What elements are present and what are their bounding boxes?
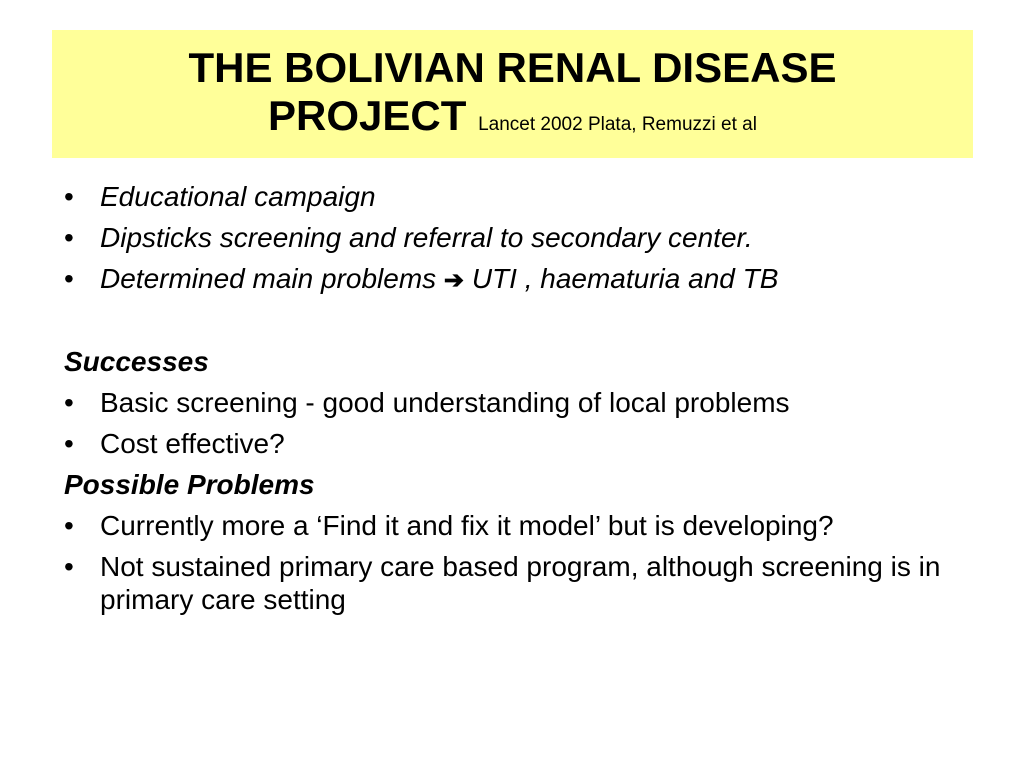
bullet-icon: • xyxy=(64,387,74,418)
slide-title-project: PROJECT xyxy=(268,92,467,139)
list-item xyxy=(64,180,984,213)
list-item xyxy=(64,386,984,419)
list-item-text: Cost effective? xyxy=(100,428,285,459)
slide-title-line-2 xyxy=(52,92,973,149)
list-item xyxy=(64,550,960,616)
list-item-text xyxy=(100,263,778,294)
bullet-icon: • xyxy=(64,551,74,582)
main-problems-list: UTI , haematuria and TB xyxy=(471,263,779,294)
list-item-text: Basic screening - good understanding of local problems xyxy=(100,387,790,418)
list-item-text: Educational campaign xyxy=(100,181,376,212)
list-item-text: Not sustained primary care based program, although screening is in primary care setting xyxy=(100,551,941,615)
main-problems-label: Determined main problems xyxy=(100,263,437,294)
list-item-text: Currently more a ‘Find it and fix it model’ but is developing? xyxy=(100,510,834,541)
slide-title-line-1: THE BOLIVIAN RENAL DISEASE xyxy=(188,44,837,91)
bullet-icon: • xyxy=(64,181,74,212)
bullet-icon: • xyxy=(64,428,74,459)
list-item xyxy=(64,262,984,297)
bullet-icon: • xyxy=(64,222,74,253)
title-citation: Lancet 2002 Plata, Remuzzi et al xyxy=(478,114,757,135)
possible-problems-heading: Possible Problems xyxy=(64,469,315,500)
list-item xyxy=(64,427,984,460)
arrow-right-icon: ➔ xyxy=(443,267,465,294)
list-item xyxy=(64,509,860,542)
bullet-icon: • xyxy=(64,263,74,294)
slide-body xyxy=(64,180,984,616)
bullet-icon: • xyxy=(64,510,74,541)
list-item xyxy=(64,221,984,254)
successes-heading: Successes xyxy=(64,346,209,377)
list-item-text: Dipsticks screening and referral to secondary center. xyxy=(100,222,753,253)
title-banner xyxy=(52,30,973,158)
